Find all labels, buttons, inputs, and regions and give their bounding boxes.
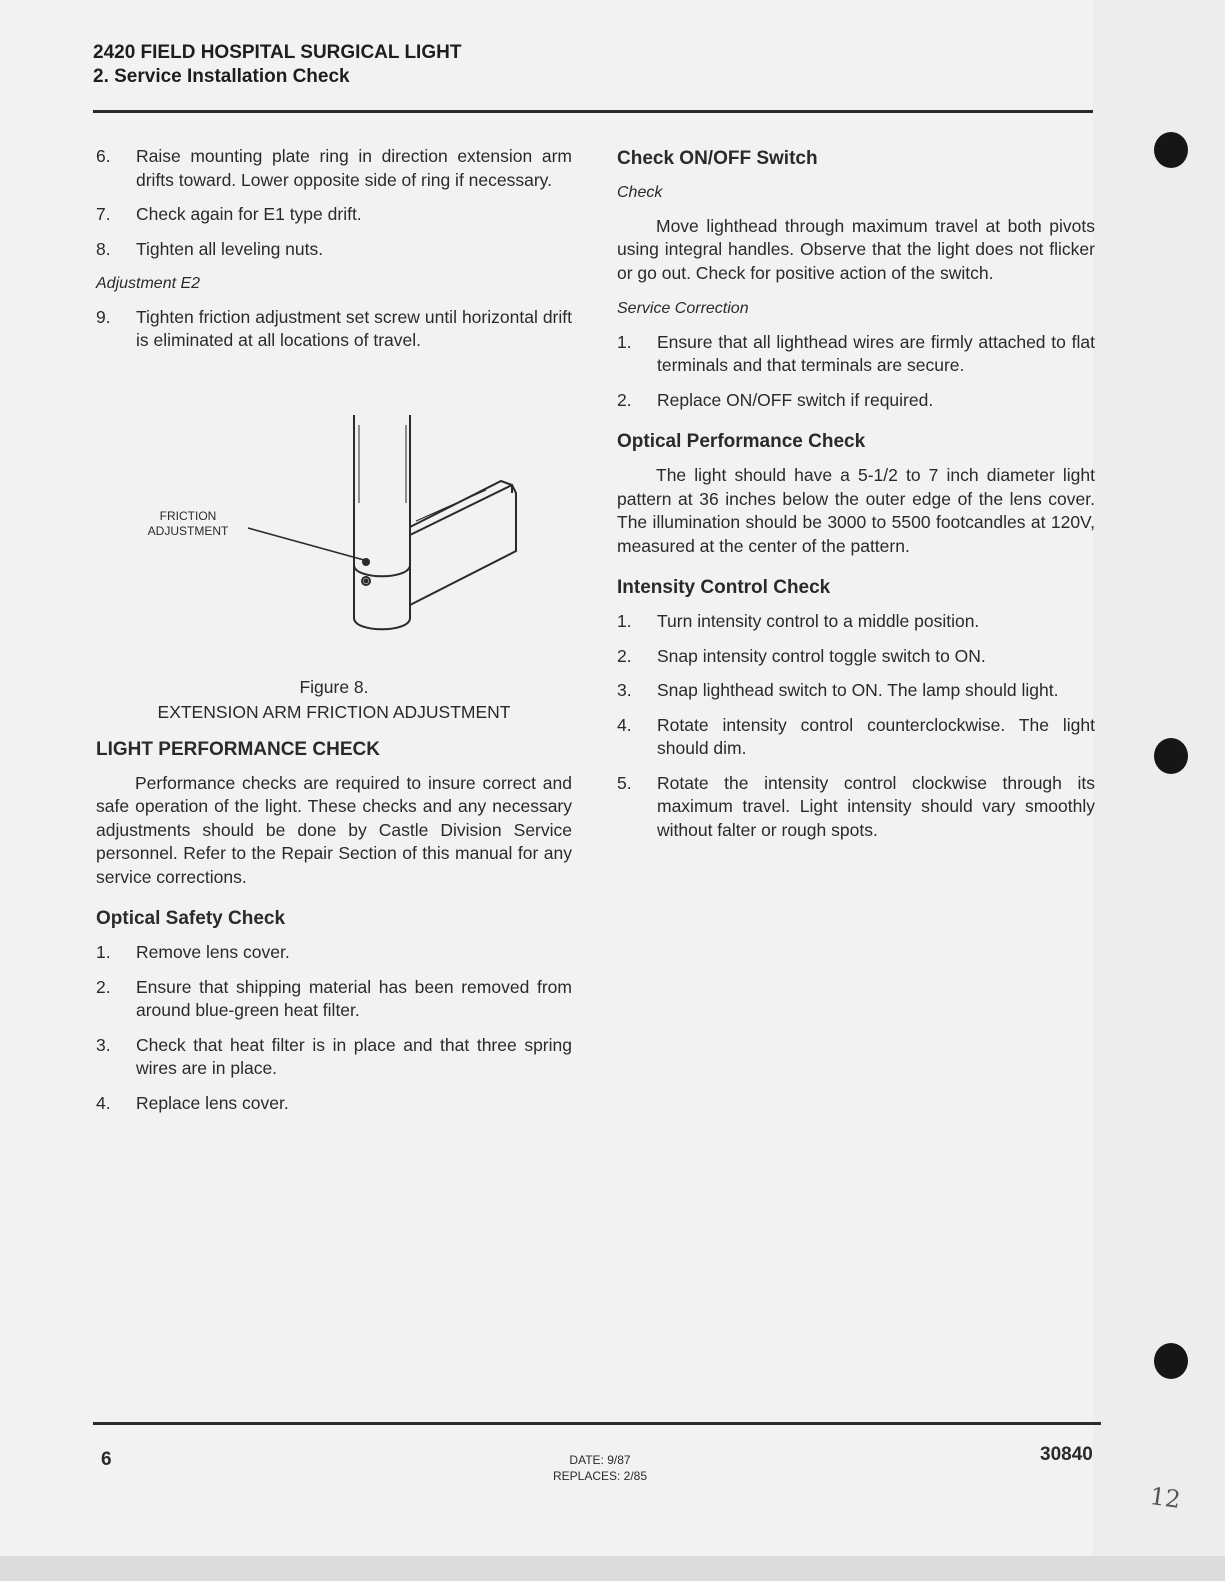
section-title: 2. Service Installation Check: [93, 66, 350, 87]
item-number: 2.: [617, 389, 632, 410]
item-number: 2.: [96, 976, 111, 997]
replaces-text: REPLACES: 2/85: [552, 1469, 648, 1483]
header-rule: [93, 110, 1093, 113]
item-number: 7.: [96, 204, 111, 224]
item-number: 4.: [617, 714, 632, 735]
item-text: Ensure that shipping material has been removed from around blue-green heat filter.: [136, 976, 572, 1020]
item-text: Turn intensity control to a middle position.: [657, 611, 980, 631]
optical-performance-heading: Optical Performance Check: [617, 431, 866, 452]
list-item: [617, 714, 1095, 761]
service-correction-subheading: Service Correction: [617, 300, 749, 317]
list-item: [617, 645, 1095, 669]
light-performance-heading: LIGHT PERFORMANCE CHECK: [96, 738, 380, 760]
revision-dates: [0, 1452, 1200, 1484]
item-text: Ensure that all lighthead wires are firmly attached to flat terminals and that terminals are secure.: [657, 331, 1095, 375]
item-text: Tighten friction adjustment set screw until horizontal drift is eliminated at all locations of travel.: [136, 306, 572, 350]
page-number: 6: [101, 1449, 112, 1470]
figure-caption-title: EXTENSION ARM FRICTION ADJUSTMENT: [157, 701, 511, 722]
figure-label-line2: ADJUSTMENT: [147, 523, 229, 538]
list-item: [96, 238, 572, 262]
date-text: DATE: 9/87: [569, 1453, 631, 1467]
check-subheading: Check: [617, 184, 663, 201]
figure-label-line1: FRICTION: [159, 508, 217, 523]
item-text: Rotate intensity control counterclockwise. The light should dim.: [657, 714, 1095, 758]
item-number: 3.: [617, 680, 632, 700]
list-item: [96, 306, 572, 353]
light-performance-paragraph: Performance checks are required to insure correct and safe operation of the light. These checks and any necessary adjustments should be done by Castle Division Service personnel. Refer to the Repair Section of this manual for any service corrections.: [96, 772, 572, 887]
right-column: [617, 145, 1095, 853]
friction-adjustment-diagram: [96, 415, 572, 670]
item-text: Replace ON/OFF switch if required.: [657, 389, 934, 410]
list-item: [96, 1092, 572, 1116]
item-number: 1.: [96, 942, 111, 962]
list-item: [617, 610, 1095, 634]
document-title: 2420 FIELD HOSPITAL SURGICAL LIGHT: [93, 42, 462, 63]
item-text: Snap intensity control toggle switch to ON.: [657, 645, 986, 666]
page-bottom-shade: [0, 1556, 1225, 1581]
list-item: [96, 1034, 572, 1081]
handwritten-note: 12: [1148, 1482, 1183, 1514]
item-number: 1.: [617, 331, 632, 352]
list-item: [96, 145, 572, 192]
intensity-heading: Intensity Control Check: [617, 577, 831, 598]
list-item: [96, 203, 572, 227]
item-text: Replace lens cover.: [136, 1092, 289, 1113]
item-text: Rotate the intensity control clockwise through its maximum travel. Light intensity should vary smoothly without falter or rough spots.: [657, 772, 1095, 840]
optical-performance-paragraph: The light should have a 5-1/2 to 7 inch diameter light pattern at 36 inches below the outer edge of the lens cover. The illumination should be 3000 to 5500 footcandles at 120V, measured at the center of the pattern.: [617, 465, 1095, 556]
list-item: [617, 772, 1095, 843]
footer-rule: [93, 1422, 1101, 1425]
page-edge-shade: [1093, 0, 1225, 1581]
item-text: Raise mounting plate ring in direction extension arm drifts toward. Lower opposite side of ring if necessary.: [136, 146, 572, 190]
figure-friction-adjustment: [96, 415, 572, 670]
figure-caption-number: Figure 8.: [299, 676, 369, 697]
item-number: 1.: [617, 611, 632, 631]
binder-hole: [1154, 1343, 1188, 1379]
list-item: [617, 679, 1095, 703]
left-column: [96, 145, 572, 1126]
document-number: 30840: [1040, 1444, 1093, 1465]
list-item: [96, 941, 572, 965]
item-number: 8.: [96, 238, 111, 259]
binder-hole: [1154, 738, 1188, 774]
item-text: Check again for E1 type drift.: [136, 204, 362, 224]
optical-safety-heading: Optical Safety Check: [96, 908, 286, 929]
switch-heading: Check ON/OFF Switch: [617, 148, 818, 169]
check-paragraph: Move lighthead through maximum travel at both pivots using integral handles. Observe that the light does not flicker or go out. Check for positive action of the switch.: [617, 215, 1095, 283]
item-text: Check that heat filter is in place and that three spring wires are in place.: [136, 1034, 572, 1078]
page-header: [93, 41, 461, 89]
list-item: [617, 331, 1095, 378]
item-text: Snap lighthead switch to ON. The lamp should light.: [657, 680, 1059, 700]
list-item: [617, 389, 1095, 413]
item-number: 3.: [96, 1034, 111, 1055]
item-number: 5.: [617, 772, 632, 793]
list-item: [96, 976, 572, 1023]
item-number: 9.: [96, 306, 111, 327]
binder-hole: [1154, 132, 1188, 168]
adjustment-subheading: Adjustment E2: [96, 275, 201, 292]
item-number: 6.: [96, 146, 111, 166]
item-number: 2.: [617, 645, 632, 666]
item-text: Tighten all leveling nuts.: [136, 238, 324, 259]
item-text: Remove lens cover.: [136, 942, 290, 962]
item-number: 4.: [96, 1092, 111, 1113]
